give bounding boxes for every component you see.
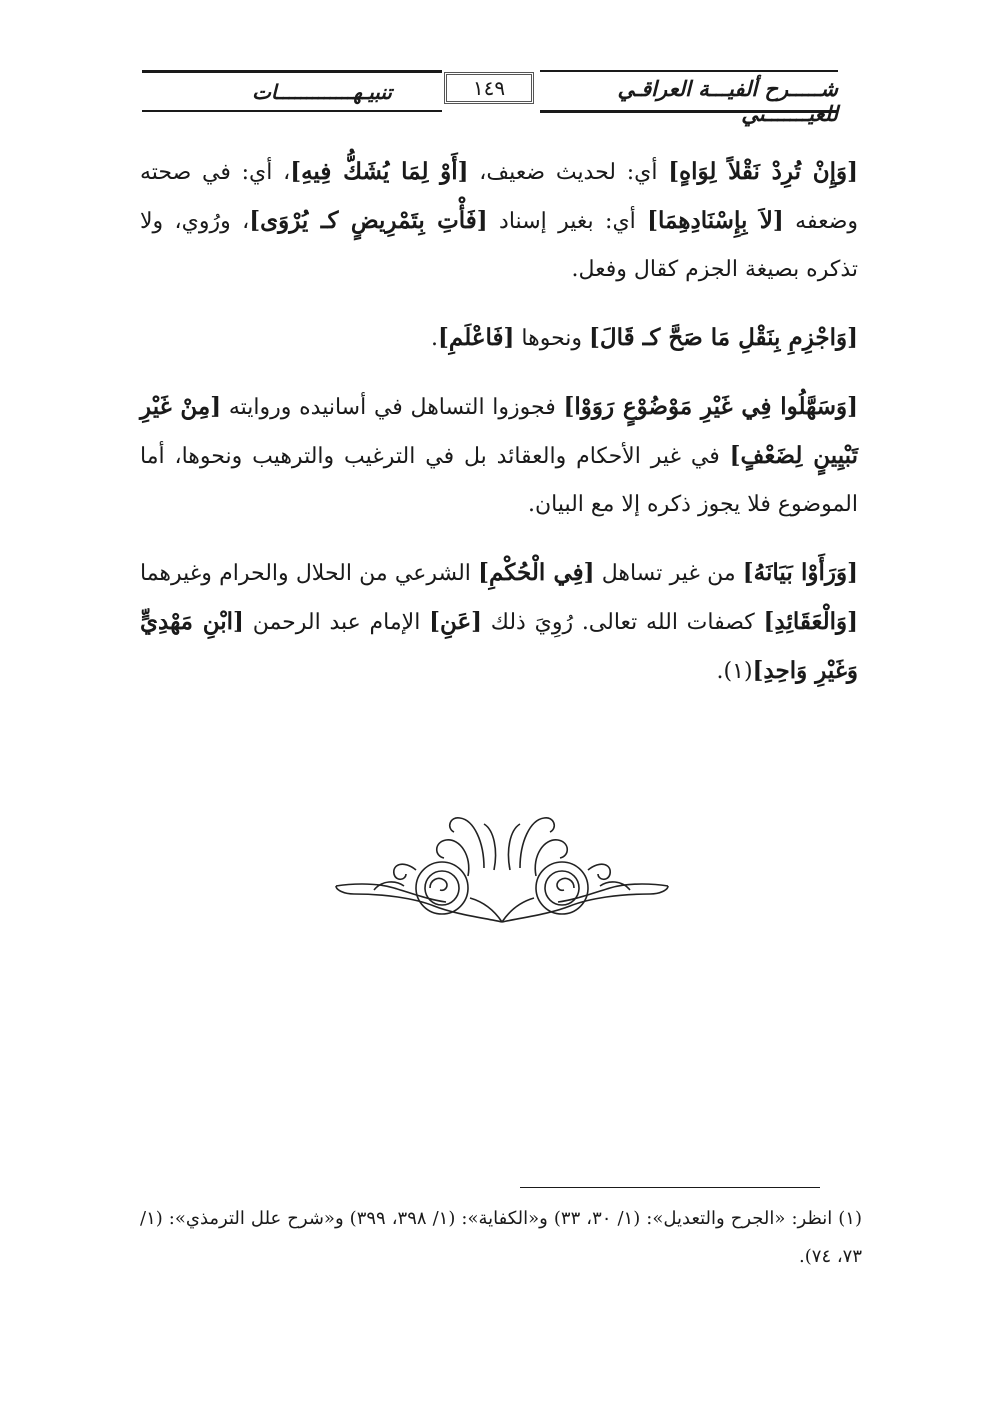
- commentary-text: الإمام عبد الرحمن: [243, 610, 430, 635]
- verse-quote: [عَنِ]: [429, 608, 483, 635]
- commentary-text: ، ورُوي، ولا تذكره بصيغة الجزم كقال وفعل.: [140, 209, 858, 282]
- commentary-text: .: [431, 326, 439, 351]
- commentary-text: الشرعي من الحلال والحرام وغيرهما: [140, 561, 479, 586]
- section-title: تنبيـهـــــــــــــات: [252, 80, 392, 104]
- verse-quote: [لاَ بِإِسْنَادِهِمَا]: [647, 207, 784, 234]
- verse-quote: [فَأْتِ بِتَمْرِيضٍ كـ يُرْوَى]: [249, 207, 488, 234]
- commentary-text: فجوزوا التساهل في أسانيده وروايته: [221, 395, 564, 420]
- header-rule: [142, 110, 442, 112]
- footnote-divider: [520, 1187, 820, 1188]
- verse-quote: [وَإِنْ تُرِدْ نَقْلاً لِوَاهٍ]: [668, 158, 859, 185]
- paragraph: [140, 148, 858, 294]
- commentary-text: من غير تساهل: [594, 561, 743, 586]
- commentary-text: (١).: [716, 659, 753, 684]
- commentary-text: أي: بغير إسناد: [487, 209, 648, 234]
- page-number: ١٤٩: [444, 72, 534, 104]
- book-title: شـــــرح ألفيـــة العراقـي للعيـــــــني: [617, 76, 838, 126]
- commentary-text: ، أي: في صحته وضعفه: [140, 160, 858, 234]
- verse-quote: [وَالْعَقَائِدِ]: [763, 608, 859, 635]
- commentary-text: في غير الأحكام والعقائد بل في الترغيب والترهيب ونحوها، أما الموضوع فلا يجوز ذكره إلا مع البيان.: [140, 444, 858, 517]
- floral-scroll-ornament-icon: [334, 810, 670, 928]
- verse-quote: [وَاجْزِمِ بِنَقْلِ مَا صَحَّ كـ قَالَ]: [589, 324, 858, 351]
- header-rule: [142, 70, 442, 73]
- page-header: [142, 68, 838, 126]
- paragraph: [140, 549, 858, 696]
- verse-quote: [أَوْ لِمَا يُشَكُّ فِيهِ]: [290, 158, 469, 185]
- verse-quote: [وَسَهَّلُوا فِي غَيْرِ مَوْضُوْعٍ رَوَوْا]: [563, 393, 858, 420]
- paragraph: [140, 383, 858, 529]
- commentary-text: ونحوها: [514, 326, 590, 351]
- commentary-text: كصفات الله تعالى. رُوِيَ ذلك: [482, 610, 764, 635]
- verse-quote: [مِنْ غَيْرِ تَبْيِينٍ لِضَعْفٍ]: [140, 393, 858, 469]
- main-text: [140, 148, 858, 716]
- header-rule: [540, 70, 838, 72]
- paragraph: [140, 314, 858, 363]
- verse-quote: [ابْنِ مَهْدِيٍّ وَغَيْرِ وَاحِدِ]: [140, 608, 858, 684]
- verse-quote: [فِي الْحُكْمِ]: [478, 559, 595, 586]
- commentary-text: أي: لحديث ضعيف،: [468, 160, 669, 185]
- footnote: (١) انظر: «الجرح والتعديل»: (١/ ٣٠، ٣٣) و«الكفاية»: (١/ ٣٩٨، ٣٩٩) و«شرح علل الترمذي»: (١/ ٧٣، ٧٤).: [140, 1208, 862, 1267]
- verse-quote: [وَرَأَوْا بَيَانَهُ]: [742, 559, 858, 586]
- verse-quote: [فَاعْلَمِ]: [438, 324, 515, 351]
